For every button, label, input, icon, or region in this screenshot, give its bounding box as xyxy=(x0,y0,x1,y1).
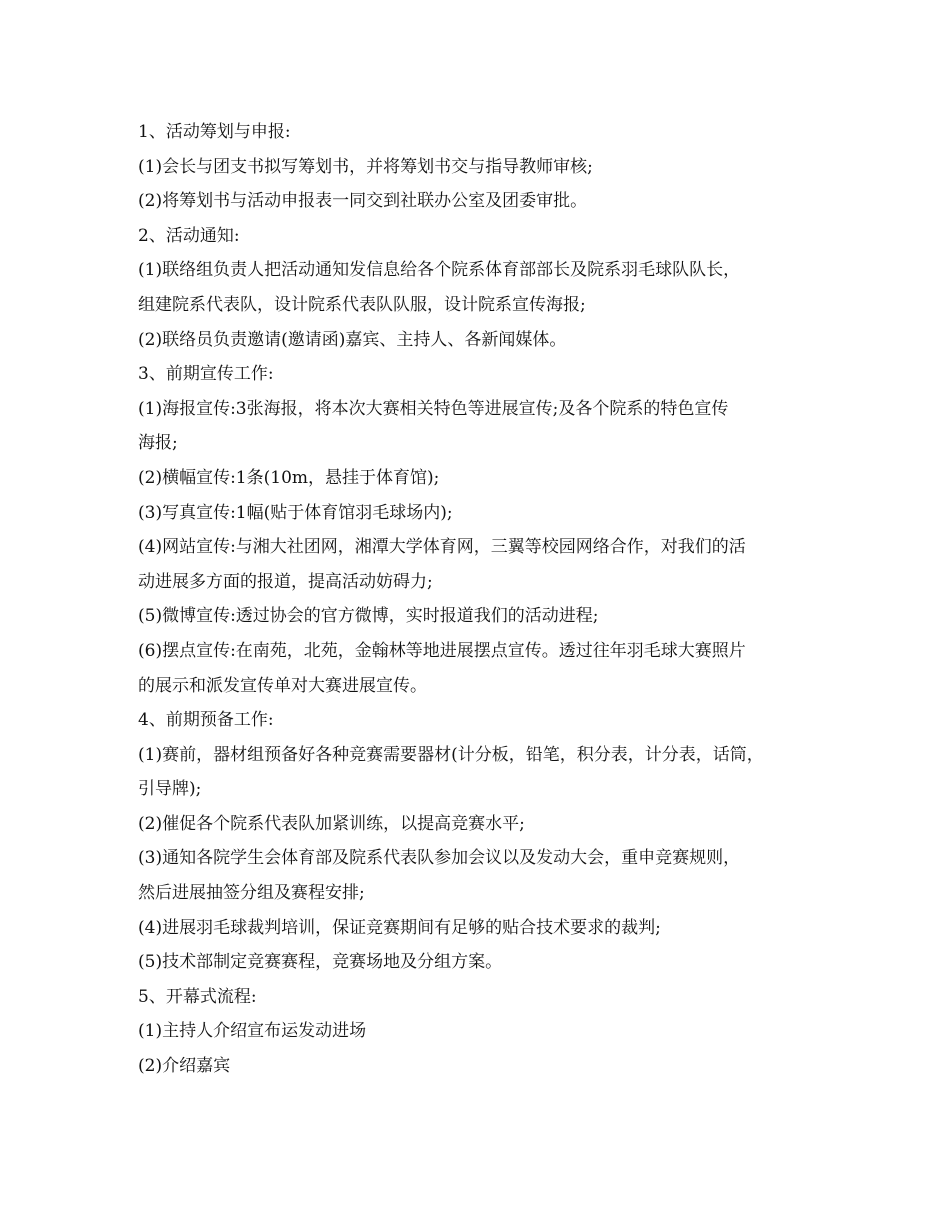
document-body xyxy=(138,115,838,1084)
text-line: (1)联络组负责人把活动通知发信息给各个院系体育部部长及院系羽毛球队队长， xyxy=(138,260,741,281)
text-line: 海报; xyxy=(138,433,178,454)
text-line: 的展示和派发宣传单对大赛进展宣传。 xyxy=(138,675,427,696)
text-line: (5)微博宣传:透过协会的官方微博，实时报道我们的活动进程; xyxy=(138,606,599,627)
section-heading-preparation: 4、前期预备工作: xyxy=(138,710,274,731)
text-line: (4)网站宣传:与湘大社团网，湘潭大学体育网，三翼等校园网络合作，对我们的活 xyxy=(138,537,746,558)
text-line: (2)介绍嘉宾 xyxy=(138,1056,231,1077)
text-line: 组建院系代表队，设计院系代表队队服，设计院系宣传海报; xyxy=(138,294,586,315)
text-line: (2)催促各个院系代表队加紧训练，以提高竞赛水平; xyxy=(138,813,525,834)
text-line: (1)主持人介绍宣布运发动进场 xyxy=(138,1021,367,1042)
section-heading-opening-ceremony: 5、开幕式流程: xyxy=(138,986,257,1007)
text-line: (2)联络员负责邀请(邀请函)嘉宾、主持人、各新闻媒体。 xyxy=(138,329,567,350)
text-line: (3)写真宣传:1幅(贴于体育馆羽毛球场内); xyxy=(138,502,453,523)
text-line: 动进展多方面的报道，提高活动妨碍力; xyxy=(138,571,433,592)
section-heading-planning: 1、活动筹划与申报: xyxy=(138,122,291,142)
text-line: (2)将筹划书与活动申报表一同交到社联办公室及团委审批。 xyxy=(138,191,588,212)
text-line: (3)通知各院学生会体育部及院系代表队参加会议以及发动大会，重申竞赛规则， xyxy=(138,848,741,869)
section-heading-publicity: 3、前期宣传工作: xyxy=(138,364,274,385)
text-line: (1)赛前，器材组预备好各种竞赛需要器材(计分板，铅笔，积分表，计分表，话筒， xyxy=(138,744,764,765)
text-line: (6)摆点宣传:在南苑，北苑，金翰林等地进展摆点宣传。透过往年羽毛球大赛照片 xyxy=(138,640,746,661)
section-heading-notification: 2、活动通知: xyxy=(138,225,240,246)
text-line: 然后进展抽签分组及赛程安排; xyxy=(138,883,365,904)
text-line: (1)海报宣传:3张海报，将本次大赛相关特色等进展宣传;及各个院系的特色宣传 xyxy=(138,398,729,419)
text-line: (1)会长与团支书拟写筹划书，并将筹划书交与指导教师审核; xyxy=(138,156,593,177)
text-line: 引导牌); xyxy=(138,779,202,800)
text-line: (4)进展羽毛球裁判培训，保证竞赛期间有足够的贴合技术要求的裁判; xyxy=(138,917,661,938)
text-line: (2)横幅宣传:1条(10m，悬挂于体育馆); xyxy=(138,467,440,488)
text-line: (5)技术部制定竞赛赛程，竞赛场地及分组方案。 xyxy=(138,952,503,973)
